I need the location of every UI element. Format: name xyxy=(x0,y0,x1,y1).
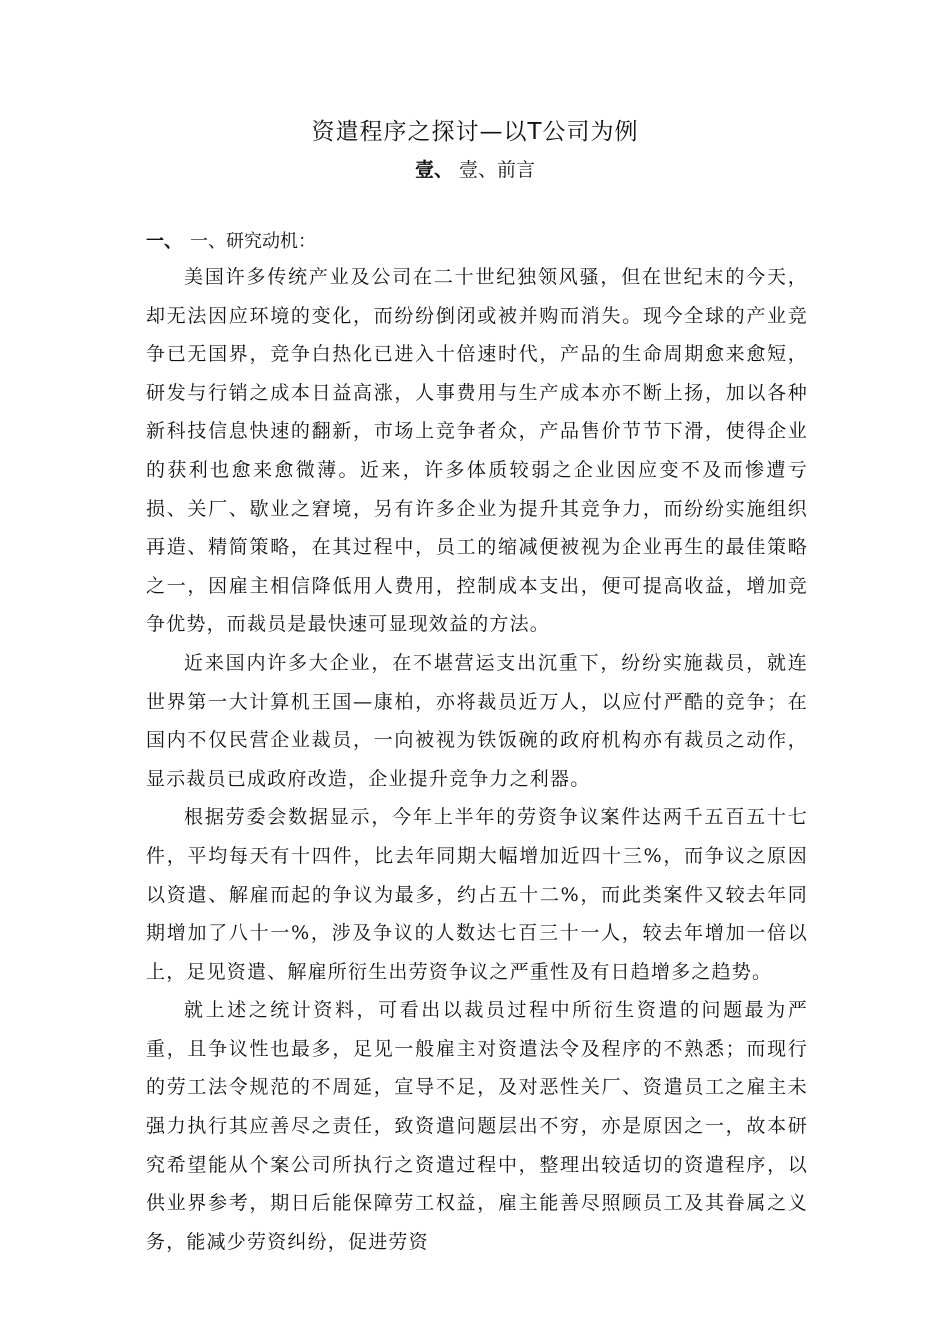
paragraph: 就上述之统计资料，可看出以裁员过程中所衍生资遣的问题最为严重，且争议性也最多，足见一般雇主对资遣法令及程序的不熟悉；而现行的劳工法令规范的不周延，宣导不足，及对恶性关厂、资遣员工之雇主未强力执行其应善尽之责任，致资遣问题层出不穷，亦是原因之一，故本研究希望能从个案公司所执行之资遣过程中，整理出较适切的资遣程序，以供业界参考，期日后能保障劳工权益，雇主能善尽照顾员工及其眷属之义务，能减少劳资纠纷，促进劳资 xyxy=(146,999,808,1253)
chapter-title: 壹、前言 xyxy=(459,159,536,181)
paragraph: 近来国内许多大企业，在不堪营运支出沉重下，纷纷实施裁员，就连世界第一大计算机王国—康柏，亦将裁员近万人，以应付严酷的竞争；在国内不仅民营企业裁员，一向被视为铁饭碗的政府机构亦有裁员之动作，显示裁员已成政府改造，企业提升竞争力之利器。 xyxy=(146,651,808,790)
paragraph: 美国许多传统产业及公司在二十世纪独领风骚，但在世纪末的今天，却无法因应环境的变化，而纷纷倒闭或被并购而消失。现今全球的产业竞争已无国界，竞争白热化已进入十倍速时代，产品的生命周期愈来愈短，研发与行销之成本日益高涨，人事费用与生产成本亦不断上扬，加以各种新科技信息快速的翻新，市场上竞争者众，产品售价节节下滑，使得企业的获利也愈来愈微薄。近来，许多体质较弱之企业因应变不及而惨遭亏损、关厂、歇业之窘境，另有许多企业为提升其竞争力，而纷纷实施组织再造、精简策略，在其过程中，员工的缩减便被视为企业再生的最佳策略之一，因雇主相信降低用人费用，控制成本支出，便可提高收益，增加竞争优势，而裁员是最快速可显现效益的方法。 xyxy=(146,266,808,636)
paragraph: 根据劳委会数据显示，今年上半年的劳资争议案件达两千五百五十七件，平均每天有十四件，比去年同期大幅增加近四十三%，而争议之原因以资遣、解雇而起的争议为最多，约占五十二%，而此类案件又较去年同期增加了八十一%，涉及争议的人数达七百三十一人，较去年增加一倍以上，足见资遣、解雇所衍生出劳资争议之严重性及有日趋增多之趋势。 xyxy=(146,806,808,983)
section-heading xyxy=(146,228,316,256)
section-title: 一、研究动机： xyxy=(190,231,316,252)
section-marker: 一、 xyxy=(146,231,182,252)
chapter-heading xyxy=(0,156,950,184)
document-title: 资遣程序之探讨—以T公司为例 xyxy=(311,119,639,145)
body-text xyxy=(146,258,808,1261)
chapter-marker: 壹、 xyxy=(414,159,453,181)
